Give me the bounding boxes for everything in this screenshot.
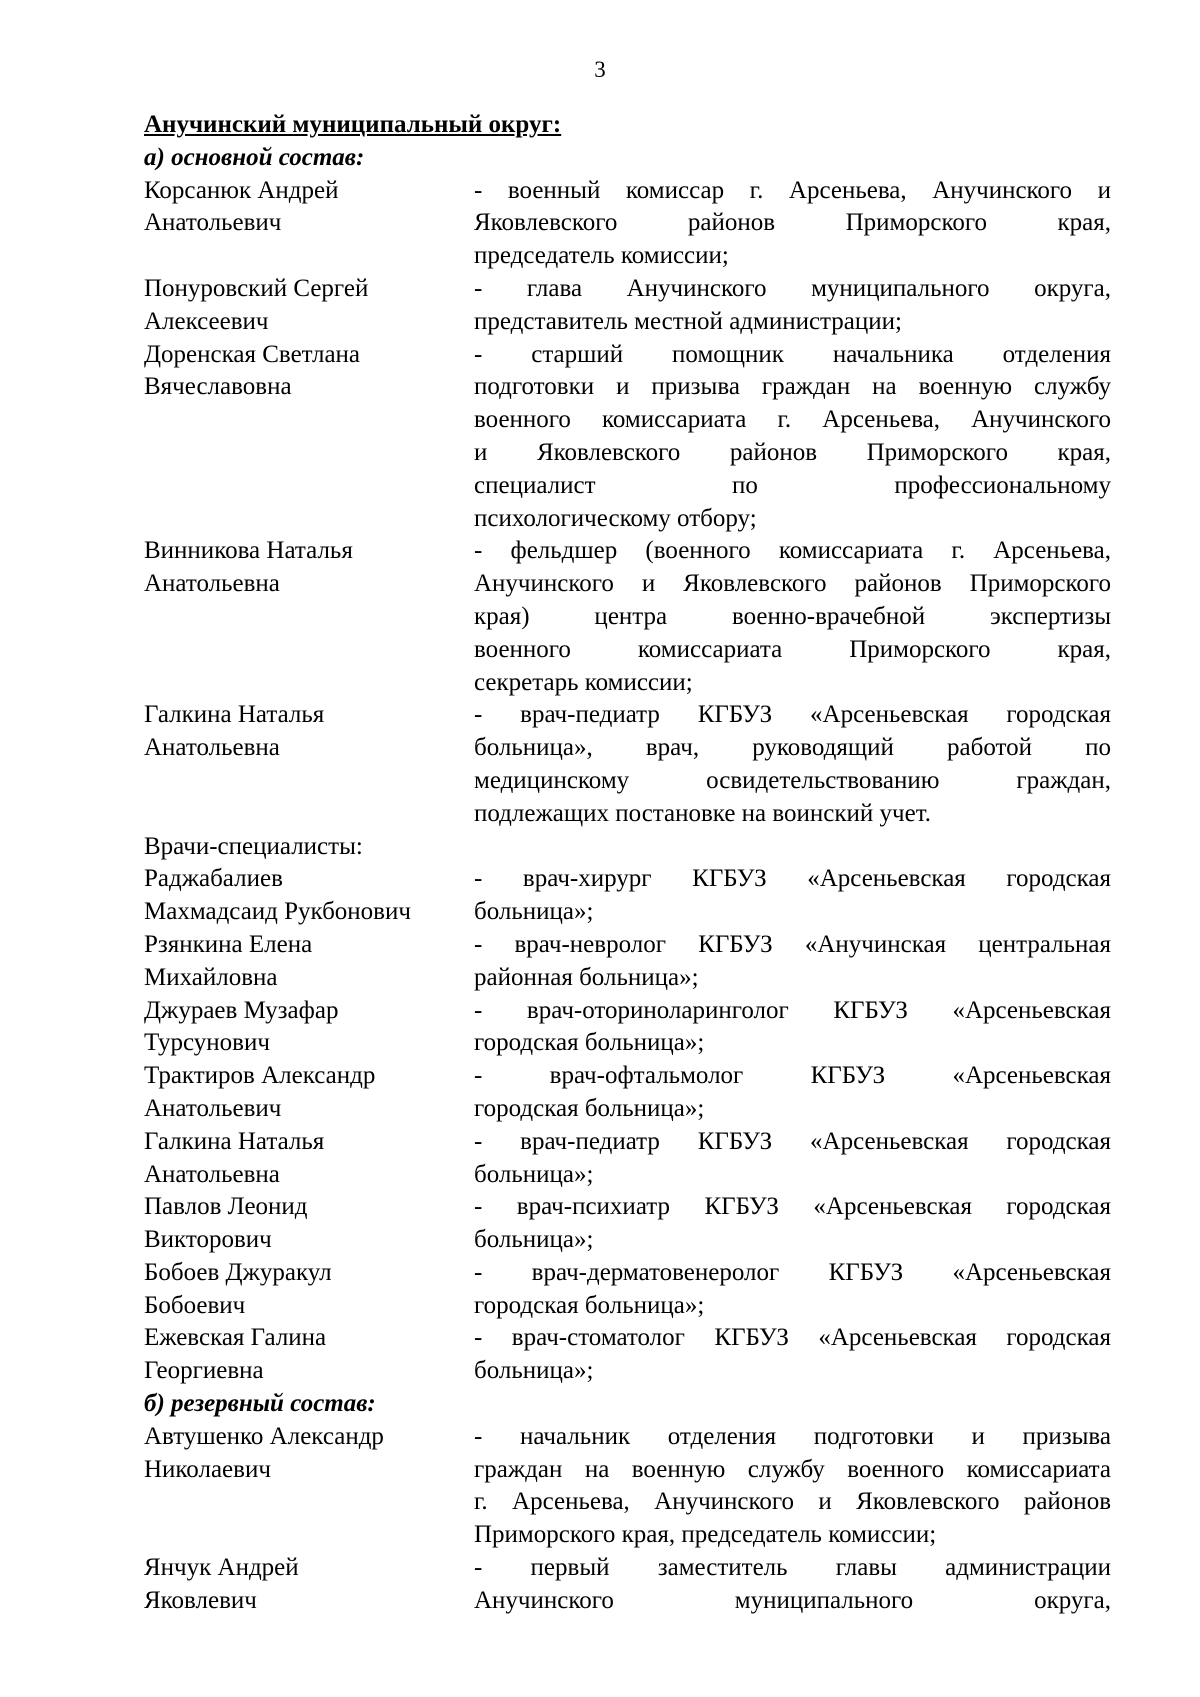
doctor-row	[144, 929, 1111, 995]
doctor-row	[144, 995, 1111, 1061]
member-role-line: больница»;	[474, 898, 594, 926]
member-role	[474, 273, 1111, 339]
member-name-line: Георгиевна	[144, 1357, 264, 1385]
member-role-line: психологическому отбору;	[474, 504, 757, 532]
member-name	[144, 995, 474, 1061]
member-role	[474, 1257, 1111, 1323]
member-role-line: - первый заместитель главы администрации	[474, 1554, 1111, 1582]
member-name-line: Доренская Светлана	[144, 340, 361, 368]
member-row	[144, 535, 1111, 699]
member-name-line: Бобоев Джуракул	[144, 1258, 332, 1286]
member-role-line: медицинскому освидетельствованию граждан,	[474, 766, 1111, 794]
member-role-line: больница»;	[474, 1160, 594, 1188]
member-role-line: - врач-психиатр КГБУЗ «Арсеньевская городская	[474, 1193, 1111, 1221]
member-name	[144, 1126, 474, 1192]
reserve-members-list	[144, 1421, 1111, 1618]
member-role	[474, 175, 1111, 273]
member-name-line: Корсанюк Андрей	[144, 176, 339, 204]
member-name	[144, 1322, 474, 1388]
member-role-line: Анучинского и Яковлевского районов Приморского	[474, 570, 1111, 598]
member-name-line: Понуровский Сергей	[144, 274, 369, 302]
member-role-line: - военный комиссар г. Арсеньева, Анучинского и	[474, 176, 1111, 204]
member-name	[144, 1421, 474, 1552]
member-role-line: городская больница»;	[474, 1291, 705, 1319]
member-role-line: представитель местной администрации;	[474, 307, 902, 335]
member-role-line: больница»;	[474, 1357, 594, 1385]
member-role-line: Анучинского муниципального округа,	[474, 1586, 1111, 1614]
doctors-label: Врачи-специалисты:	[144, 832, 363, 860]
member-role-line: - врач-дерматовенеролог КГБУЗ «Арсеньевская	[474, 1258, 1111, 1286]
doctor-row	[144, 1322, 1111, 1388]
member-name-line: Трактиров Александр	[144, 1062, 376, 1090]
doctor-row	[144, 1060, 1111, 1126]
member-role-line: - врач-невролог КГБУЗ «Анучинская центральная	[474, 930, 1111, 958]
member-role-line: городская больница»;	[474, 1029, 705, 1057]
member-name-line: Анатольевна	[144, 1160, 280, 1188]
member-name	[144, 273, 474, 339]
member-name	[144, 863, 474, 929]
reserve-composition-label: б) резервный состав:	[144, 1390, 376, 1418]
member-role-line: военного комиссариата Приморского края,	[474, 635, 1111, 663]
member-role-line: районная больница»;	[474, 963, 699, 991]
doctor-row	[144, 1126, 1111, 1192]
member-role-line: больница», врач, руководящий работой по	[474, 734, 1111, 762]
member-name-line: Вячеславовна	[144, 373, 292, 401]
member-name-line: Янчук Андрей	[144, 1554, 299, 1582]
member-role-line: Яковлевского районов Приморского края,	[474, 209, 1111, 237]
member-name-line: Яковлевич	[144, 1586, 257, 1614]
main-members-list	[144, 175, 1111, 831]
member-role-line: - врач-офтальмолог КГБУЗ «Арсеньевская	[474, 1062, 1111, 1090]
member-role	[474, 1421, 1111, 1552]
member-role	[474, 929, 1111, 995]
member-role	[474, 339, 1111, 536]
member-role-line: и Яковлевского районов Приморского края,	[474, 438, 1111, 466]
member-row	[144, 699, 1111, 830]
doctors-list	[144, 863, 1111, 1388]
member-name-line: Автушенко Александр	[144, 1422, 384, 1450]
member-name	[144, 1060, 474, 1126]
page-number: 3	[594, 57, 606, 82]
doctor-row	[144, 863, 1111, 929]
member-role-line: - старший помощник начальника отделения	[474, 340, 1111, 368]
doctor-row	[144, 1191, 1111, 1257]
reserve-member-row	[144, 1552, 1111, 1618]
member-role-line: - фельдшер (военного комиссариата г. Арсеньева,	[474, 537, 1111, 565]
member-role	[474, 1552, 1111, 1618]
member-role-line: подготовки и призыва граждан на военную службу	[474, 373, 1111, 401]
member-name-line: Раджабалиев	[144, 865, 283, 893]
member-name-line: Михайловна	[144, 963, 278, 991]
member-role	[474, 863, 1111, 929]
member-role-line: - врач-оториноларинголог КГБУЗ «Арсеньевская	[474, 996, 1111, 1024]
member-role	[474, 1126, 1111, 1192]
member-name-line: Алексеевич	[144, 307, 269, 335]
member-name-line: Галкина Наталья	[144, 1127, 325, 1155]
member-name-line: Анатольевна	[144, 734, 280, 762]
member-name	[144, 1191, 474, 1257]
member-role-line: - врач-стоматолог КГБУЗ «Арсеньевская городская	[474, 1324, 1111, 1352]
member-name-line: Бобоевич	[144, 1291, 246, 1319]
member-role-line: специалист по профессиональному	[474, 471, 1111, 499]
member-role-line: городская больница»;	[474, 1094, 705, 1122]
section-title: Анучинский муниципальный округ:	[144, 111, 562, 138]
member-name-line: Галкина Наталья	[144, 701, 325, 729]
member-name-line: Турсунович	[144, 1029, 270, 1057]
member-name-line: Анатольевич	[144, 1094, 282, 1122]
reserve-member-row	[144, 1421, 1111, 1552]
member-name	[144, 175, 474, 273]
member-name-line: Николаевич	[144, 1455, 271, 1483]
member-role-line: Приморского края, председатель комиссии;	[474, 1521, 937, 1549]
member-name	[144, 1257, 474, 1323]
member-name-line: Рзянкина Елена	[144, 930, 313, 958]
member-role-line: - врач-педиатр КГБУЗ «Арсеньевская городская	[474, 701, 1111, 729]
member-row	[144, 175, 1111, 273]
member-name-line: Викторович	[144, 1226, 272, 1254]
member-role-line: - врач-хирург КГБУЗ «Арсеньевская городская	[474, 865, 1111, 893]
doctor-row	[144, 1257, 1111, 1323]
member-role-line: - врач-педиатр КГБУЗ «Арсеньевская городская	[474, 1127, 1111, 1155]
member-role	[474, 1060, 1111, 1126]
member-role-line: председатель комиссии;	[474, 242, 729, 270]
member-role-line: секретарь комиссии;	[474, 668, 693, 696]
member-role-line: больница»;	[474, 1226, 594, 1254]
member-role-line: военного комиссариата г. Арсеньева, Анучинского	[474, 406, 1111, 434]
member-role	[474, 995, 1111, 1061]
member-row	[144, 273, 1111, 339]
member-name	[144, 1552, 474, 1618]
main-composition-label: а) основной состав:	[144, 143, 365, 171]
member-name	[144, 929, 474, 995]
member-name-line: Джураев Музафар	[144, 996, 339, 1024]
member-name-line: Ежевская Галина	[144, 1324, 327, 1352]
member-name-line: Махмадсаид Рукбонович	[144, 898, 411, 926]
member-role	[474, 1191, 1111, 1257]
member-row	[144, 339, 1111, 536]
member-name	[144, 535, 474, 699]
member-role-line: - начальник отделения подготовки и призыва	[474, 1422, 1111, 1450]
member-role-line: края) центра военно-врачебной экспертизы	[474, 602, 1111, 630]
member-name-line: Павлов Леонид	[144, 1193, 308, 1221]
member-name	[144, 339, 474, 536]
member-role	[474, 535, 1111, 699]
member-role-line: г. Арсеньева, Анучинского и Яковлевского районов	[474, 1488, 1111, 1516]
commission-list	[144, 109, 1111, 1618]
member-role-line: - глава Анучинского муниципального округа,	[474, 274, 1111, 302]
member-role-line: подлежащих постановке на воинский учет.	[474, 799, 932, 827]
member-role-line: граждан на военную службу военного комиссариата	[474, 1455, 1111, 1483]
member-name-line: Винникова Наталья	[144, 537, 353, 565]
member-name-line: Анатольевич	[144, 209, 282, 237]
member-name	[144, 699, 474, 830]
member-role	[474, 1322, 1111, 1388]
member-role	[474, 699, 1111, 830]
member-name-line: Анатольевна	[144, 570, 280, 598]
